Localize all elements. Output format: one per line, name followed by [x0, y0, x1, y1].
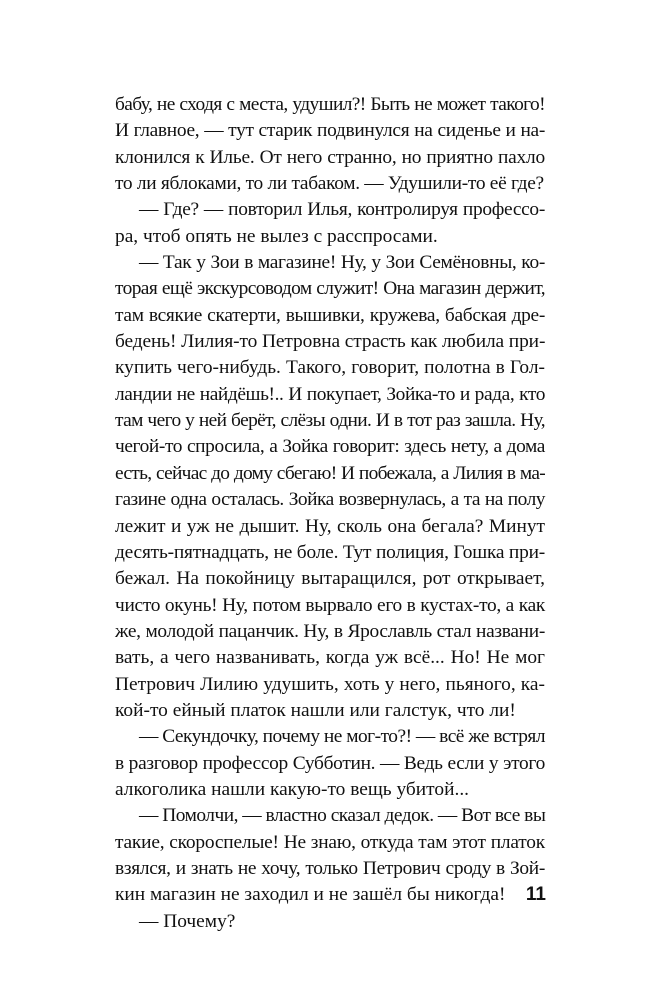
text-line: кин магазин не заходил и не зашёл бы никогда!: [115, 884, 506, 906]
text-line: вать, а чего названивать, когда уж всё... Но! Не мог: [115, 647, 545, 669]
text-line: — Секундочку, почему не мог-то?! — всё же встрял: [139, 726, 546, 748]
text-line: газине одна осталась. Зойка возвернулась, а та на полу: [115, 489, 545, 511]
text-line: бедень! Лилия-то Петровна страсть как любила при-: [115, 331, 546, 353]
text-line: клонился к Илье. От него странно, но приятно пахло: [115, 146, 545, 168]
text-line: кой-то ейный платок нашли или галстук, что ли!: [115, 699, 516, 721]
text-line: — Так у Зои в магазине! Ну, у Зои Семёновны, ко-: [139, 252, 545, 274]
text-line: — Помолчи, — властно сказал дедок. — Вот все вы: [139, 805, 546, 827]
text-line: там чего у ней берёт, слёзы одни. И в тот раз зашла. Ну,: [115, 410, 545, 432]
text-line: то ли яблоками, то ли табаком. — Удушили-то её где?: [115, 173, 544, 195]
text-line: бежал. На покойницу вытаращился, рот открывает,: [115, 568, 545, 590]
text-line: — Почему?: [139, 910, 236, 932]
text-line: ра, чтоб опять не вылез с расспросами.: [115, 225, 438, 247]
text-line: бабу, не сходя с места, удушил?! Быть не может такого!: [115, 94, 545, 115]
text-line: в разговор профессор Субботин. — Ведь если у этого: [115, 752, 545, 774]
text-line: десять-пятнадцать, не боле. Тут полиция, Гошка при-: [115, 541, 546, 563]
text-line: же, молодой пацанчик. Ну, в Ярославль стал названи-: [115, 620, 545, 642]
text-line: там всякие скатерти, вышивки, кружева, бабская дре-: [115, 304, 545, 326]
text-line: ландии не найдёшь!.. И покупает, Зойка-то и рада, кто: [115, 383, 545, 405]
text-line: Петрович Лилию удушить, хоть у него, пьяного, ка-: [115, 673, 545, 695]
page-text: [115, 92, 545, 935]
text-line: взялся, и знать не хочу, только Петрович сроду в Зой-: [115, 857, 545, 879]
text-line: купить чего-нибудь. Такого, говорит, полотна в Гол-: [115, 357, 545, 379]
text-line: И главное, — тут старик подвинулся на сиденье и на-: [115, 120, 545, 142]
text-line: алкоголика нашли какую-то вещь убитой...: [115, 778, 470, 800]
text-line: лежит и уж не дышит. Ну, сколь она бегала? Минут: [115, 515, 545, 537]
text-line: чисто окунь! Ну, потом вырвало его в кустах-то, а как: [115, 594, 545, 616]
text-line: чегой-то спросила, а Зойка говорит: здесь нету, а дома: [115, 436, 545, 458]
page-number: 11: [525, 884, 546, 905]
text-line: такие, скороспелые! Не знаю, откуда там этот платок: [115, 831, 545, 853]
text-line: есть, сейчас до дому сбегаю! И побежала, а Лилия в ма-: [115, 462, 545, 484]
text-line: торая ещё экскурсоводом служит! Она магазин держит,: [115, 278, 545, 300]
text-line: — Где? — повторил Илья, контролируя профессо-: [139, 199, 545, 221]
